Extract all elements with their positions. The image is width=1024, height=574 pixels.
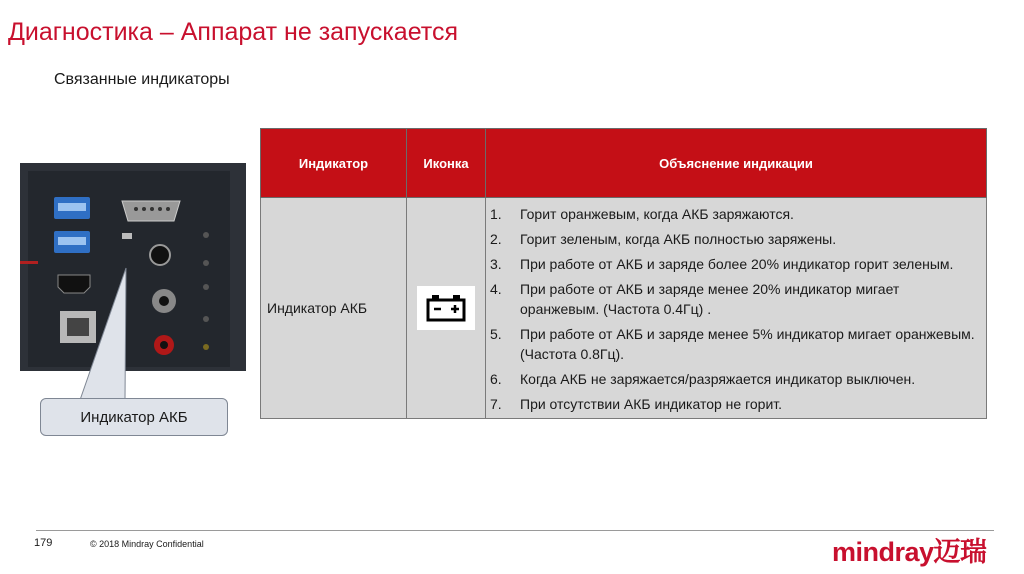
list-item: 2. Горит зеленым, когда АКБ полностью заряжены. — [490, 231, 837, 247]
list-item: 6. Когда АКБ не заряжается/разряжается индикатор выключен. — [490, 371, 916, 387]
header-explanation: Объяснение индикации — [486, 129, 987, 198]
mindray-logo: mindray迈瑞 — [832, 537, 987, 567]
header-indicator: Индикатор — [261, 129, 407, 198]
header-icon: Иконка — [407, 129, 486, 198]
copyright-notice: © 2018 Mindray Confidential — [90, 539, 204, 549]
list-item: 4. При работе от АКБ и заряде менее 20% индикатор мигает оранжевым. (Частота 0.4Гц) . — [490, 281, 900, 317]
list-item: 5. При работе от АКБ и заряде менее 5% индикатор мигает оранжевым. (Частота 0.8Гц). — [490, 326, 975, 362]
device-panel-photo — [20, 163, 246, 371]
indicator-name-cell: Индикатор АКБ — [261, 198, 407, 419]
table-row — [261, 198, 987, 419]
slide-subtitle: Связанные индикаторы — [54, 71, 230, 88]
indicator-table — [260, 128, 987, 419]
slide-title: Диагностика – Аппарат не запускается — [8, 18, 458, 46]
list-item: 3. При работе от АКБ и заряде более 20% индикатор горит зеленым. — [490, 256, 954, 272]
explanation-cell — [486, 198, 987, 419]
explanation-list — [490, 204, 980, 414]
table-header-row — [261, 129, 987, 198]
list-item: 7. При отсутствии АКБ индикатор не горит. — [490, 396, 783, 412]
battery-indicator-callout: Индикатор АКБ — [40, 398, 228, 436]
device-panel-illustration — [20, 163, 246, 371]
battery-icon — [417, 286, 475, 330]
icon-cell — [407, 198, 486, 419]
page-number: 179 — [34, 537, 53, 549]
list-item: 1. Горит оранжевым, когда АКБ заряжаются. — [490, 206, 794, 222]
